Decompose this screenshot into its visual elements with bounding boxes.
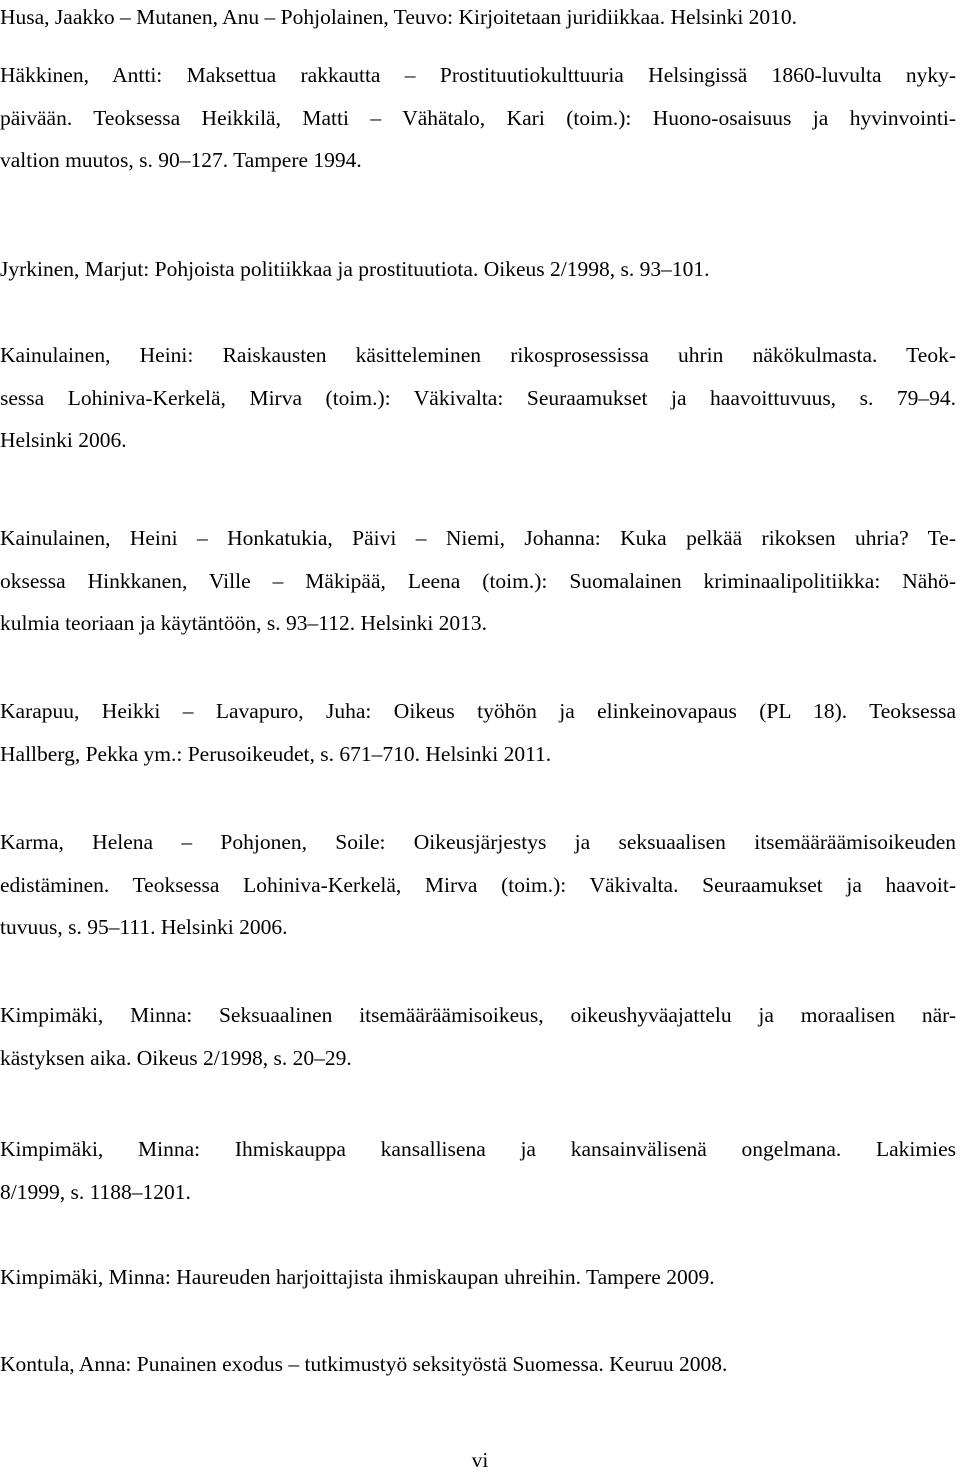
reference-entry (0, 248, 956, 291)
reference-entry (0, 517, 956, 645)
reference-line: sessa Lohiniva-Kerkelä, Mirva (toim.): Väkivalta: Seuraamukset ja haavoittuvuus, s. 79–94. (0, 385, 956, 410)
reference-line: 8/1999, s. 1188–1201. (0, 1179, 191, 1204)
reference-entry (0, 334, 956, 462)
reference-entry (0, 690, 956, 775)
reference-line: kästyksen aika. Oikeus 2/1998, s. 20–29. (0, 1045, 352, 1070)
reference-line: kulmia teoriaan ja käytäntöön, s. 93–112. Helsinki 2013. (0, 611, 488, 635)
reference-line: Kainulainen, Heini: Raiskausten käsitteleminen rikosprosessissa uhrin näkökulmasta. Teok- (0, 343, 956, 367)
reference-line: Karapuu, Heikki – Lavapuro, Juha: Oikeus työhön ja elinkeinovapaus (PL 18). Teoksessa (0, 699, 956, 723)
reference-entry (0, 1256, 956, 1299)
reference-line: valtion muutos, s. 90–127. Tampere 1994. (0, 148, 362, 172)
page-number: vi (471, 1448, 489, 1472)
reference-entry (0, 0, 956, 39)
reference-line: Karma, Helena – Pohjonen, Soile: Oikeusjärjestys ja seksuaalisen itsemääräämisoikeuden (0, 830, 956, 854)
reference-entry (0, 994, 956, 1079)
reference-line: Jyrkinen, Marjut: Pohjoista politiikkaa ja prostituutiota. Oikeus 2/1998, s. 93–101. (0, 257, 710, 281)
reference-entry (0, 54, 956, 182)
reference-line: Kimpimäki, Minna: Seksuaalinen itsemääräämisoikeus, oikeushyväajattelu ja moraalisen när- (0, 1003, 956, 1027)
reference-line: Kimpimäki, Minna: Haureuden harjoittajista ihmiskaupan uhreihin. Tampere 2009. (0, 1265, 715, 1289)
reference-entry (0, 1128, 956, 1213)
reference-line: tuvuus, s. 95–111. Helsinki 2006. (0, 915, 288, 939)
reference-line: Hallberg, Pekka ym.: Perusoikeudet, s. 671–710. Helsinki 2011. (0, 741, 552, 766)
reference-line: Husa, Jaakko – Mutanen, Anu – Pohjolainen, Teuvo: Kirjoitetaan juridiikkaa. Helsinki 2010. (0, 5, 798, 29)
reference-line: oksessa Hinkkanen, Ville – Mäkipää, Leena (toim.): Suomalainen kriminaalipolitiikka: Nähö- (0, 568, 956, 593)
reference-line: päivään. Teoksessa Heikkilä, Matti – Vähätalo, Kari (toim.): Huono-osaisuus ja hyvinvointi- (0, 105, 956, 130)
reference-line: Kainulainen, Heini – Honkatukia, Päivi – Niemi, Johanna: Kuka pelkää rikoksen uhria? Te- (0, 526, 956, 550)
reference-line: Häkkinen, Antti: Maksettua rakkautta – Prostituutiokulttuuria Helsingissä 1860-luvulta nyky- (0, 63, 956, 87)
reference-entry (0, 1343, 956, 1386)
reference-line: edistäminen. Teoksessa Lohiniva-Kerkelä, Mirva (toim.): Väkivalta. Seuraamukset ja haavoit- (0, 872, 956, 897)
reference-line: Kimpimäki, Minna: Ihmiskauppa kansallisena ja kansainvälisenä ongelmana. Lakimies (0, 1137, 956, 1161)
reference-line: Helsinki 2006. (0, 428, 127, 452)
reference-line: Kontula, Anna: Punainen exodus – tutkimustyö seksityöstä Suomessa. Keuruu 2008. (0, 1352, 728, 1376)
reference-entry (0, 821, 956, 949)
